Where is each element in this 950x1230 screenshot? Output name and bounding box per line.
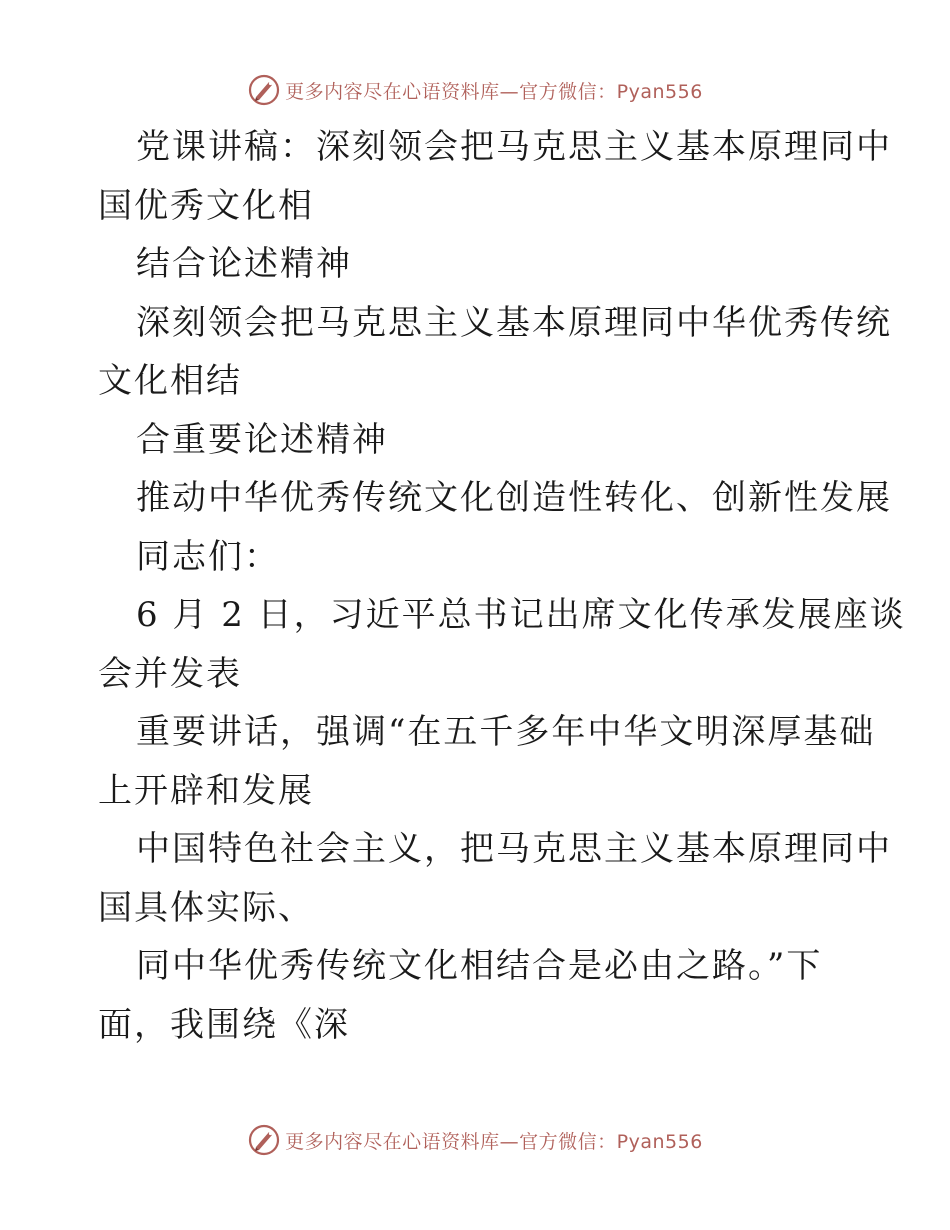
pen-logo-icon (247, 1123, 281, 1157)
body-line: 同中华优秀传统文化相结合是必由之路。”下 (136, 946, 823, 986)
body-line: 同志们： (136, 536, 280, 577)
body-line: 合重要论述精神 (136, 419, 388, 460)
header-watermark-text: 更多内容尽在心语资料库—官方微信：Pyan556 (285, 80, 703, 103)
body-line: 会并发表 (98, 653, 242, 694)
footer-watermark-text: 更多内容尽在心语资料库—官方微信：Pyan556 (285, 1130, 703, 1153)
body-line: 中国特色社会主义，把马克思主义基本原理同中 (136, 829, 892, 869)
body-line: 推动中华优秀传统文化创造性转化、创新性发展 (136, 478, 892, 518)
body-line: 面，我围绕《深 (98, 1004, 350, 1045)
body-line: 深刻领会把马克思主义基本原理同中华优秀传统 (136, 302, 892, 343)
footer-watermark (0, 1120, 950, 1160)
header-watermark (0, 70, 950, 110)
body-line: 国优秀文化相 (98, 185, 314, 226)
body-line: 文化相结 (98, 361, 242, 401)
body-line: 重要讲话，强调“在五千多年中华文明深厚基础 (136, 712, 876, 752)
body-line: 结合论述精神 (136, 244, 352, 284)
pen-logo-icon (247, 73, 281, 107)
body-line: 国具体实际、 (98, 887, 314, 928)
body-line: 上开辟和发展 (98, 770, 314, 811)
body-line: 党课讲稿：深刻领会把马克思主义基本原理同中 (136, 127, 892, 167)
body-line: 6 月 2 日，习近平总书记出席文化传承发展座谈 (136, 595, 906, 635)
document-body (98, 118, 906, 1054)
